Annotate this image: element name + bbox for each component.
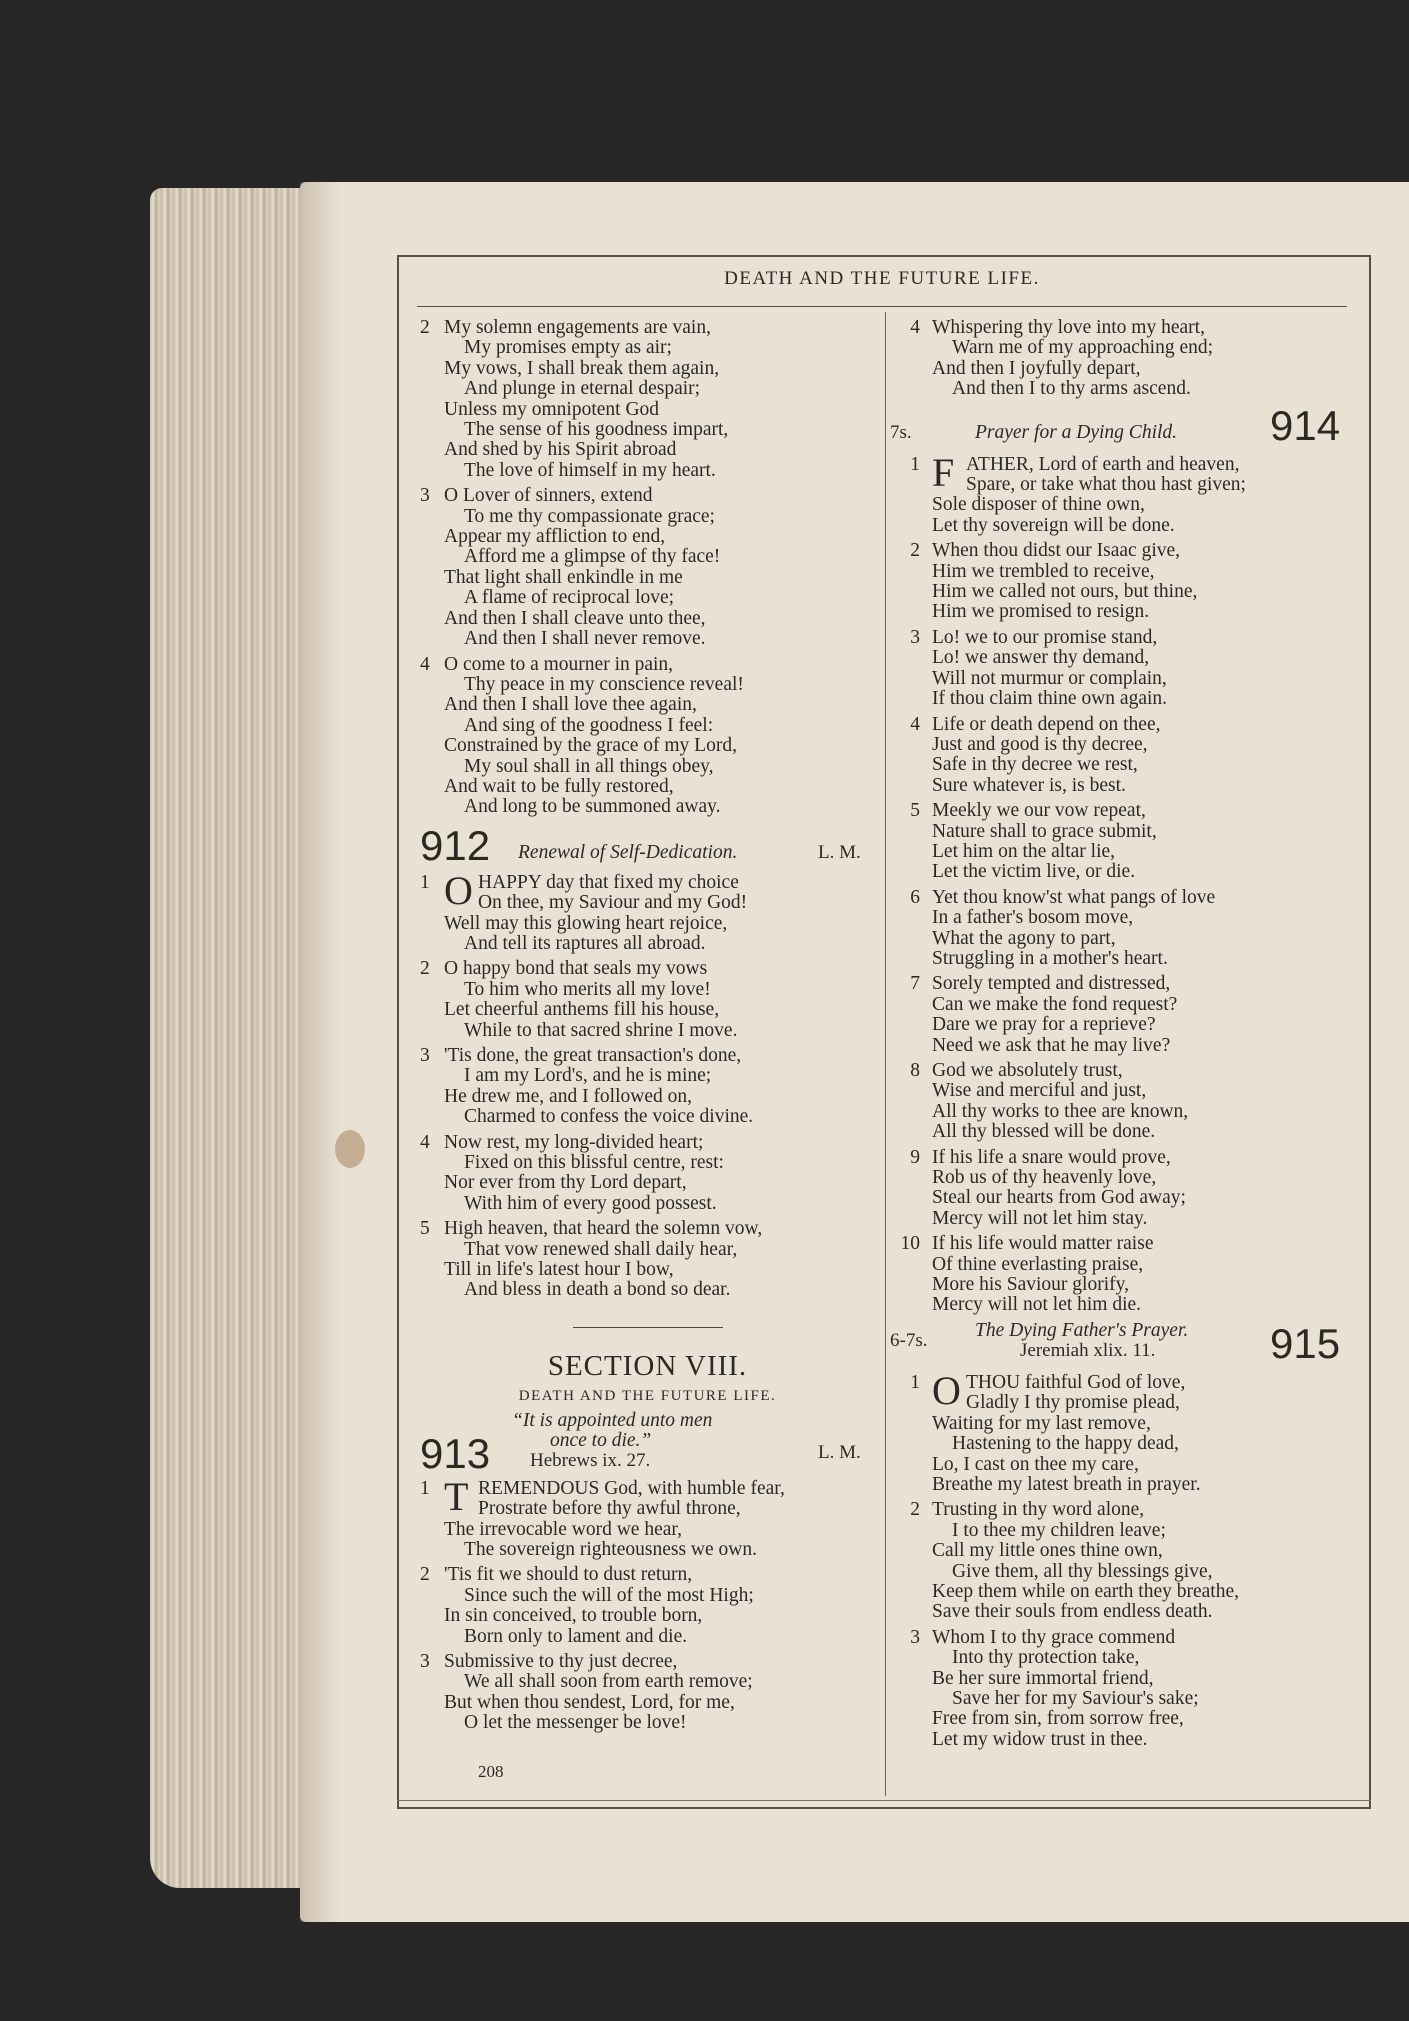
verse-line: Need we ask that he may live? [932, 1034, 1171, 1056]
verse-line: Born only to lament and die. [464, 1625, 688, 1647]
verse-line: And plunge in eternal despair; [464, 378, 701, 400]
verse-number: 1 [910, 453, 920, 475]
verse-number: 3 [420, 485, 430, 507]
verse-line: Steal our hearts from God away; [932, 1187, 1186, 1209]
hymn-meter: L. M. [818, 841, 861, 863]
verse-line: And then I shall cleave unto thee, [444, 607, 706, 629]
verse-line: If his life would matter raise [932, 1233, 1154, 1255]
verse-line: In sin conceived, to trouble born, [444, 1605, 703, 1627]
running-head: DEATH AND THE FUTURE LIFE. [724, 268, 1040, 289]
verse-number: 3 [910, 1626, 920, 1648]
verse-line: More his Saviour glorify, [932, 1274, 1129, 1296]
verse-line: Yet thou know'st what pangs of love [932, 886, 1216, 908]
scripture-reference: Jeremiah xlix. 11. [1020, 1339, 1156, 1361]
verse-line: God we absolutely trust, [932, 1060, 1123, 1081]
verse [890, 1367, 1360, 1495]
verse-number: 10 [900, 1233, 920, 1255]
verse-line: Rob us of thy heavenly love, [932, 1167, 1157, 1189]
verse-line: Till in life's latest hour I bow, [444, 1259, 674, 1281]
verse-line: In a father's bosom move, [932, 907, 1134, 929]
verse [890, 974, 1360, 1056]
verse [890, 1628, 1360, 1750]
verse-line: Just and good is thy decree, [932, 733, 1148, 755]
verse-line: Nor ever from thy Lord depart, [444, 1172, 687, 1194]
verse-line: A flame of reciprocal love; [464, 587, 675, 609]
verse [890, 628, 1360, 710]
verse-line: Prostrate before thy awful throne, [478, 1498, 741, 1520]
verse-line: Of thine everlasting praise, [932, 1253, 1144, 1275]
verse-line: My soul shall in all things obey, [464, 755, 714, 777]
verse-line: The sense of his goodness impart, [464, 419, 729, 441]
verse-line: And shed by his Spirit abroad [444, 439, 677, 461]
verse-line: Keep them while on earth they breathe, [932, 1580, 1240, 1602]
verse-line: And sing of the goodness I feel: [464, 714, 714, 736]
verse-number: 3 [420, 1650, 430, 1672]
hymn-number: 912 [420, 821, 491, 869]
verse-line: High heaven, that heard the solemn vow, [444, 1218, 763, 1240]
verse-line: Give them, all thy blessings give, [952, 1560, 1213, 1582]
epigraph-line: “It is appointed unto men [512, 1409, 713, 1431]
verse-line: Life or death depend on thee, [932, 713, 1161, 735]
hymn-heading [890, 1321, 1360, 1367]
verse-line: My solemn engagements are vain, [444, 317, 711, 338]
hymn-title: Renewal of Self-Dedication. [518, 841, 738, 863]
verse-line: If his life a snare would prove, [932, 1146, 1171, 1168]
verse-number: 5 [420, 1218, 430, 1240]
hymn-heading [890, 401, 1360, 449]
verse [420, 486, 875, 649]
verse-line: Nature shall to grace submit, [932, 820, 1157, 842]
verse-line-text: REMENDOUS God, with humble fear, [478, 1477, 785, 1499]
hymn-meter: 6-7s. [890, 1329, 928, 1351]
verse-number: 9 [910, 1146, 920, 1168]
verse-number: 3 [910, 626, 920, 648]
verse [890, 318, 1360, 400]
drop-capital: O [444, 867, 473, 913]
verse-line: When thou didst our Isaac give, [932, 540, 1181, 562]
hymn-number: 914 [1270, 401, 1341, 449]
verse-line: Whispering thy love into my heart, [932, 317, 1205, 338]
verse-line: Gladly I thy promise plead, [966, 1392, 1180, 1414]
verse [420, 1219, 875, 1301]
verse-line: Spare, or take what thou hast given; [966, 474, 1246, 496]
right-column [890, 318, 1360, 1755]
verse-number: 2 [420, 317, 430, 338]
verse-line: We all shall soon from earth remove; [464, 1671, 753, 1693]
verse-line: Sole disposer of thine own, [932, 494, 1145, 516]
verse-line: Safe in thy decree we rest, [932, 754, 1138, 776]
verse-line: All thy blessed will be done. [932, 1121, 1156, 1143]
verse-number: 2 [910, 1499, 920, 1521]
verse-line: Thy peace in my conscience reveal! [464, 673, 744, 695]
verse [420, 318, 875, 481]
page-stain [335, 1130, 365, 1168]
left-column [420, 318, 875, 1739]
verse-line: Lo! we answer thy demand, [932, 647, 1150, 669]
verse [890, 1061, 1360, 1143]
verse-line-text: THOU faithful God of love, [966, 1371, 1186, 1393]
verse-line: Let the victim live, or die. [932, 861, 1136, 883]
verse [890, 1148, 1360, 1230]
verse-line: Waiting for my last remove, [932, 1412, 1151, 1434]
verse-line: That light shall enkindle in me [444, 566, 683, 588]
section-subtitle: DEATH AND THE FUTURE LIFE. [518, 1388, 777, 1405]
verse-line-text: HAPPY day that fixed my choice [478, 871, 739, 893]
drop-capital: O [932, 1367, 961, 1413]
verse-number: 4 [420, 653, 430, 675]
verse [890, 449, 1360, 537]
verse [420, 867, 875, 955]
verse-number: 5 [910, 800, 920, 822]
verse-number: 4 [910, 713, 920, 735]
verse-line: To me thy compassionate grace; [464, 505, 715, 527]
verse-line: Into thy protection take, [952, 1647, 1140, 1669]
verse-line: And then I shall never remove. [464, 628, 706, 650]
verse-line: Let my widow trust in thee. [932, 1728, 1148, 1750]
verse-line: Breathe my latest breath in prayer. [932, 1473, 1201, 1495]
verse-line: And then I shall love thee again, [444, 694, 697, 716]
epigraph-line: once to die.” [550, 1429, 652, 1451]
verse-line: And tell its raptures all abroad. [464, 932, 706, 954]
verse-line: And then I to thy arms ascend. [952, 378, 1191, 400]
verse-line: With him of every good possest. [464, 1192, 717, 1214]
verse-line: But when thou sendest, Lord, for me, [444, 1691, 735, 1713]
verse-line: Fixed on this blissful centre, rest: [464, 1152, 724, 1174]
verse [420, 655, 875, 818]
verse-line: Sorely tempted and distressed, [932, 973, 1171, 995]
verse-line: Afford me a glimpse of thy face! [464, 546, 721, 568]
verse-line: If thou claim thine own again. [932, 688, 1168, 710]
verse-line: Well may this glowing heart rejoice, [444, 912, 728, 934]
verse-number: 4 [910, 317, 920, 338]
head-rule [417, 306, 1347, 307]
verse-line: Trusting in thy word alone, [932, 1499, 1145, 1521]
verse-line: Dare we pray for a reprieve? [932, 1014, 1156, 1036]
verse [890, 1500, 1360, 1622]
verse-line: And long to be summoned away. [464, 796, 721, 818]
verse-number: 1 [420, 1477, 430, 1499]
verse-line: 'Tis done, the great transaction's done, [444, 1045, 742, 1066]
verse-line: Now rest, my long-divided heart; [444, 1131, 704, 1153]
verse-line: Since such the will of the most High; [464, 1584, 754, 1606]
scripture-reference: Hebrews ix. 27. [530, 1449, 651, 1471]
verse-line: Save their souls from endless death. [932, 1601, 1213, 1623]
verse-number: 2 [420, 958, 430, 980]
verse-line: My promises empty as air; [464, 337, 672, 359]
hymn-heading [420, 823, 875, 867]
verse-line: Charmed to confess the voice divine. [464, 1106, 754, 1128]
verse-line: And then I joyfully depart, [932, 357, 1141, 379]
verse-line: 'Tis fit we should to dust return, [444, 1564, 693, 1586]
verse [420, 959, 875, 1041]
verse [890, 801, 1360, 883]
verse-number: 1 [910, 1371, 920, 1393]
verse-line: O let the messenger be love! [464, 1712, 687, 1734]
verse-line: Constrained by the grace of my Lord, [444, 735, 737, 757]
verse-line: Let cheerful anthems fill his house, [444, 999, 720, 1021]
verse-line: The sovereign righteousness we own. [464, 1538, 757, 1560]
verse-line: Him we called not ours, but thine, [932, 581, 1198, 603]
verse-line: Submissive to thy just decree, [444, 1650, 678, 1672]
verse-line: The love of himself in my heart. [464, 459, 716, 481]
verse-number: 4 [420, 1131, 430, 1153]
verse-line: Lo! we to our promise stand, [932, 626, 1158, 648]
verse [420, 1473, 875, 1561]
verse [420, 1133, 875, 1215]
verse-line: The irrevocable word we hear, [444, 1518, 682, 1540]
verse-line: That vow renewed shall daily hear, [464, 1238, 738, 1260]
verse-line: Call my little ones thine own, [932, 1540, 1163, 1562]
verse-line: My vows, I shall break them again, [444, 357, 720, 379]
verse-line: Lo, I cast on thee my care, [932, 1453, 1139, 1475]
verse [890, 541, 1360, 623]
verse-line: Mercy will not let him die. [932, 1294, 1142, 1316]
gutter-shadow [300, 182, 340, 1922]
hymn-title: Prayer for a Dying Child. [975, 421, 1178, 443]
verse-line: Meekly we our vow repeat, [932, 800, 1146, 822]
column-rule [885, 312, 886, 1796]
verse-line: Can we make the fond request? [932, 993, 1178, 1015]
verse-line: O come to a mourner in pain, [444, 653, 674, 675]
verse-line: While to that sacred shrine I move. [464, 1019, 738, 1041]
verse-number: 1 [420, 871, 430, 893]
verse-line: Hastening to the happy dead, [952, 1433, 1179, 1455]
verse-line: Warn me of my approaching end; [952, 337, 1214, 359]
verse-line: O Lover of sinners, extend [444, 485, 653, 507]
hymn-meter: 7s. [890, 421, 912, 443]
verse-line: I am my Lord's, and he is mine; [464, 1065, 712, 1087]
verse-line: Wise and merciful and just, [932, 1080, 1147, 1102]
verse-line: Free from sin, from sorrow free, [932, 1708, 1184, 1730]
verse [420, 1652, 875, 1734]
verse [890, 888, 1360, 970]
verse-line: Sure whatever is, is best. [932, 774, 1126, 796]
verse-line: And bless in death a bond so dear. [464, 1279, 731, 1301]
verse-number: 2 [910, 540, 920, 562]
hymn-number: 913 [420, 1429, 491, 1477]
verse-line: What the agony to part, [932, 927, 1116, 949]
verse-line: He drew me, and I followed on, [444, 1085, 693, 1107]
hymn-title: The Dying Father's Prayer. [975, 1319, 1189, 1341]
verse-line: To him who merits all my love! [464, 978, 711, 1000]
verse [420, 1565, 875, 1647]
verse-line: Let thy sovereign will be done. [932, 514, 1175, 536]
page-border-double [397, 1800, 1371, 1801]
verse-number: 2 [420, 1564, 430, 1586]
page-number: 208 [478, 1762, 504, 1781]
verse-line: And wait to be fully restored, [444, 775, 674, 797]
verse-line: Struggling in a mother's heart. [932, 947, 1168, 969]
verse-line: Let him on the altar lie, [932, 840, 1116, 862]
drop-capital: F [932, 449, 955, 495]
section-rule [573, 1327, 723, 1328]
verse-number: 3 [420, 1045, 430, 1066]
verse-line: Save her for my Saviour's sake; [952, 1687, 1199, 1709]
verse-line: Mercy will not let him stay. [932, 1207, 1148, 1229]
hymn-number: 915 [1270, 1319, 1341, 1367]
verse-number: 6 [910, 886, 920, 908]
verse-line: Him we trembled to receive, [932, 560, 1155, 582]
hymn-heading [420, 1409, 875, 1477]
drop-capital: T [444, 1473, 469, 1519]
section-title: SECTION VIII. [547, 1349, 748, 1382]
verse-line: Will not murmur or complain, [932, 667, 1167, 689]
verse-line: Him we promised to resign. [932, 601, 1150, 623]
verse-line: Unless my omnipotent God [444, 398, 660, 420]
hymn-meter: L. M. [818, 1441, 861, 1463]
verse [420, 1046, 875, 1128]
verse-line: Appear my affliction to end, [444, 526, 666, 548]
verse-number: 8 [910, 1060, 920, 1081]
verse-line: Be her sure immortal friend, [932, 1667, 1154, 1689]
verse-line-text: ATHER, Lord of earth and heaven, [966, 453, 1240, 475]
verse-line: On thee, my Saviour and my God! [478, 892, 748, 914]
verse-number: 7 [910, 973, 920, 995]
verse-line: O happy bond that seals my vows [444, 958, 708, 980]
verse [890, 1234, 1360, 1316]
verse [890, 715, 1360, 797]
verse-line: I to thee my children leave; [952, 1519, 1166, 1541]
verse-line: Whom I to thy grace commend [932, 1626, 1176, 1648]
verse-line: All thy works to thee are known, [932, 1100, 1189, 1122]
